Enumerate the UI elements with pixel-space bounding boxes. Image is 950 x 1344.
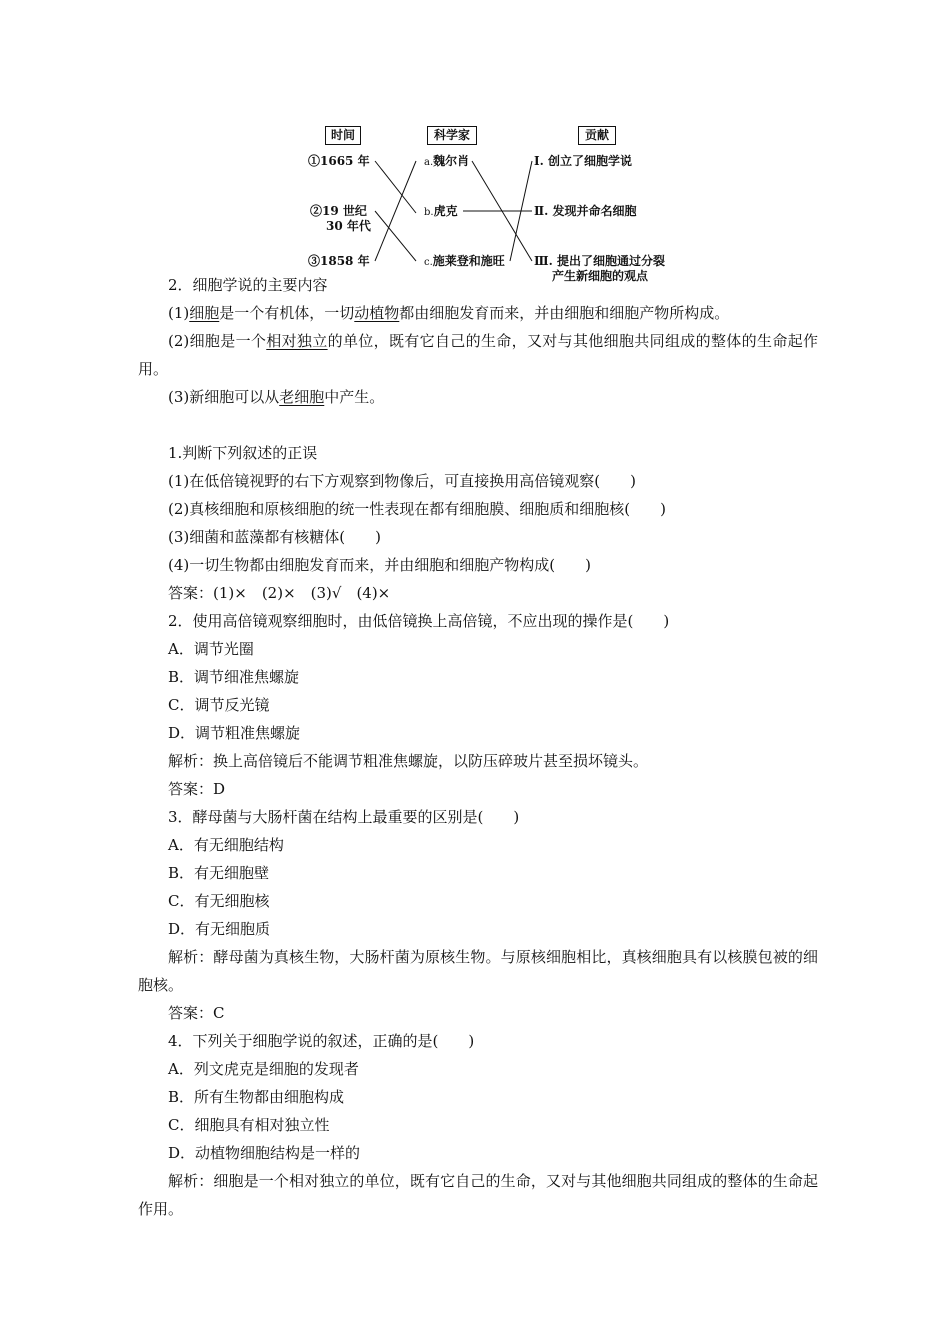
p1-middle: 是一个有机体，一切 bbox=[219, 304, 355, 322]
scientist-schleiden-schwann bbox=[424, 254, 505, 270]
time-1858: ③1858 年 bbox=[308, 254, 370, 268]
q2-answer: 答案：D bbox=[168, 780, 226, 798]
q2-option-d: D．调节粗准焦螺旋 bbox=[168, 724, 301, 742]
line-1858-virchow bbox=[375, 161, 416, 261]
time-1665: ①1665 年 bbox=[308, 154, 370, 168]
q2-option-b: B．调节细准焦螺旋 bbox=[168, 668, 300, 686]
q3-option-d: D．有无细胞质 bbox=[168, 920, 271, 938]
header-time: 时间 bbox=[325, 126, 361, 145]
q4-option-b: B．所有生物都由细胞构成 bbox=[168, 1088, 345, 1106]
scientist-c-prefix: c. bbox=[424, 257, 433, 268]
time-30s: 30 年代 bbox=[326, 219, 371, 233]
line-1665-hooke bbox=[375, 161, 416, 213]
q1-item-1: (1)在低倍镜视野的右下方观察到物像后，可直接换用高倍镜观察( ) bbox=[168, 472, 636, 490]
scientist-virchow bbox=[424, 154, 469, 170]
content-point-1 bbox=[138, 299, 818, 327]
p2-underline: 相对独立 bbox=[266, 332, 328, 350]
p1-underline-cell: 细胞 bbox=[189, 304, 220, 322]
content-point-3 bbox=[138, 383, 818, 411]
p3-underline: 老细胞 bbox=[279, 388, 325, 406]
q1-item-3: (3)细菌和蓝藻都有核糖体( ) bbox=[168, 528, 381, 546]
q3-option-c: C．有无细胞核 bbox=[168, 892, 270, 910]
scientist-a-prefix: a. bbox=[424, 157, 434, 168]
q1-answer: 答案：(1)× (2)× (3)√ (4)× bbox=[168, 584, 391, 602]
contribution-3: Ⅲ. 提出了细胞通过分裂 bbox=[534, 254, 665, 268]
q2-option-a: A．调节光圈 bbox=[168, 640, 254, 658]
header-scientist: 科学家 bbox=[427, 126, 477, 145]
q4-stem: 4．下列关于细胞学说的叙述，正确的是( ) bbox=[168, 1032, 475, 1050]
scientist-hooke bbox=[424, 204, 458, 220]
q3-option-b: B．有无细胞壁 bbox=[168, 864, 270, 882]
p1-prefix: (1) bbox=[168, 304, 190, 322]
document-body bbox=[138, 271, 818, 1223]
p3-prefix: (3)新细胞可以从 bbox=[168, 388, 280, 406]
p2-prefix: (2)细胞是一个 bbox=[168, 332, 267, 350]
q1-title: 1.判断下列叙述的正误 bbox=[168, 444, 318, 462]
matching-diagram bbox=[300, 118, 690, 283]
q4-option-c: C．细胞具有相对独立性 bbox=[168, 1116, 330, 1134]
content-point-2 bbox=[138, 327, 818, 383]
contribution-1: Ⅰ. 创立了细胞学说 bbox=[534, 154, 632, 168]
scientist-b-name: 虎克 bbox=[433, 204, 458, 218]
p1-underline-animals-plants: 动植物 bbox=[354, 304, 400, 322]
q3-answer: 答案：C bbox=[168, 1004, 225, 1022]
q3-stem: 3．酵母菌与大肠杆菌在结构上最重要的区别是( ) bbox=[168, 808, 520, 826]
scientist-c-name: 施莱登和施旺 bbox=[432, 254, 505, 268]
scientist-b-prefix: b. bbox=[424, 207, 434, 218]
p2-suffix: 的单位，既有它自己的生命，又对与其他细胞共同组成的整体的生命起作用。 bbox=[138, 332, 818, 378]
contribution-2: Ⅱ. 发现并命名细胞 bbox=[534, 204, 637, 218]
header-contribution: 贡献 bbox=[578, 126, 616, 145]
q4-option-d: D．动植物细胞结构是一样的 bbox=[168, 1144, 361, 1162]
q4-option-a: A．列文虎克是细胞的发现者 bbox=[168, 1060, 359, 1078]
q1-item-4: (4)一切生物都由细胞发育而来，并由细胞和细胞产物构成( ) bbox=[168, 556, 591, 574]
q3-analysis: 解析：酵母菌为真核生物，大肠杆菌为原核生物。与原核细胞相比，真核细胞具有以核膜包被的细胞核。 bbox=[138, 948, 818, 994]
q2-option-c: C．调节反光镜 bbox=[168, 696, 270, 714]
p3-suffix: 中产生。 bbox=[324, 388, 385, 406]
q1-item-2: (2)真核细胞和原核细胞的统一性表现在都有细胞膜、细胞质和细胞核( ) bbox=[168, 500, 666, 518]
section-title: 2．细胞学说的主要内容 bbox=[168, 276, 328, 294]
p1-suffix: 都由细胞发育而来，并由细胞和细胞产物所构成。 bbox=[399, 304, 730, 322]
line-1930s-schleiden bbox=[375, 211, 416, 261]
q2-stem: 2．使用高倍镜观察细胞时，由低倍镜换上高倍镜，不应出现的操作是( ) bbox=[168, 612, 670, 630]
q4-analysis: 解析：细胞是一个相对独立的单位，既有它自己的生命，又对与其他细胞共同组成的整体的生命起作用。 bbox=[138, 1172, 818, 1218]
q2-analysis: 解析：换上高倍镜后不能调节粗准焦螺旋，以防压碎玻片甚至损坏镜头。 bbox=[168, 752, 649, 770]
contribution-3-cont: 产生新细胞的观点 bbox=[552, 269, 649, 283]
q3-option-a: A．有无细胞结构 bbox=[168, 836, 284, 854]
scientist-a-name: 魏尔肖 bbox=[433, 154, 470, 168]
time-19th-century: ②19 世纪 bbox=[310, 204, 367, 218]
